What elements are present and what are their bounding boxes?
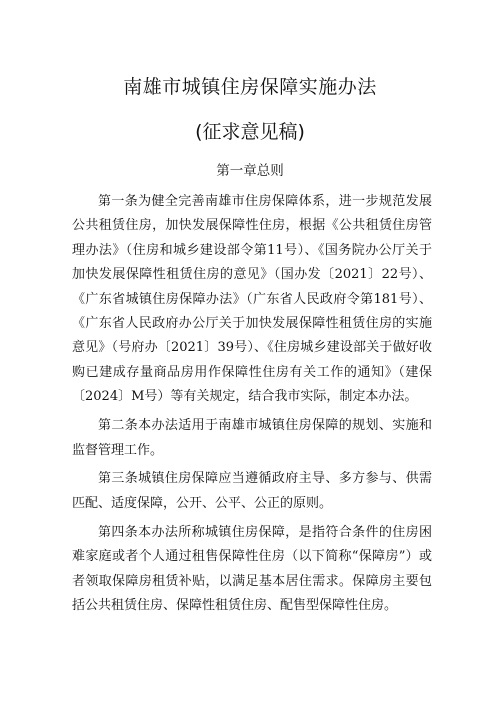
chapter-heading: 第一章总则 — [216, 163, 284, 179]
article-1-paragraph: 第一条为健全完善南雄市住房保障体系，进一步规范发展公共租赁住房，加快发展保障性住房，根据《公共租赁住房管理办法》（住房和城乡建设部令第11号）、《国务院办公厅关于加快发展保障性租赁住房的意见》（国办发〔2021〕22号）、《广东省城镇住房保障办法》（广东省人民政府令第181号）、《广东省人民政府办公厅关于加快发展保障性租赁住房的实施意见》（号府办〔2021〕39号）、《住房城乡建设部关于做好收购已建成存量商品房用作保障性住房有关工作的通知》（建保〔2024〕M号）等有关规定，结合我市实际，制定本办法。 — [72, 194, 432, 405]
article-2-paragraph: 第二条本办法适用于南雄市城镇住房保障的规划、实施和监督管理工作。 — [72, 418, 432, 458]
document-body — [72, 190, 432, 623]
article-3-paragraph: 第三条城镇住房保障应当遵循政府主导、多方参与、供需匹配、适度保障，公开、公平、公正的原则。 — [72, 471, 432, 511]
document-subtitle: (征求意见稿) — [195, 121, 305, 143]
article-4-paragraph: 第四条本办法所称城镇住房保障，是指符合条件的住房困难家庭或者个人通过租售保障性住房（以下简称“保障房”）或者领取保障房租赁补贴，以满足基本居住需求。保障房主要包括公共租赁住房、保障性租赁住房、配售型保障性住房。 — [72, 524, 432, 613]
document-title: 南雄市城镇住房保障实施办法 — [123, 76, 377, 98]
